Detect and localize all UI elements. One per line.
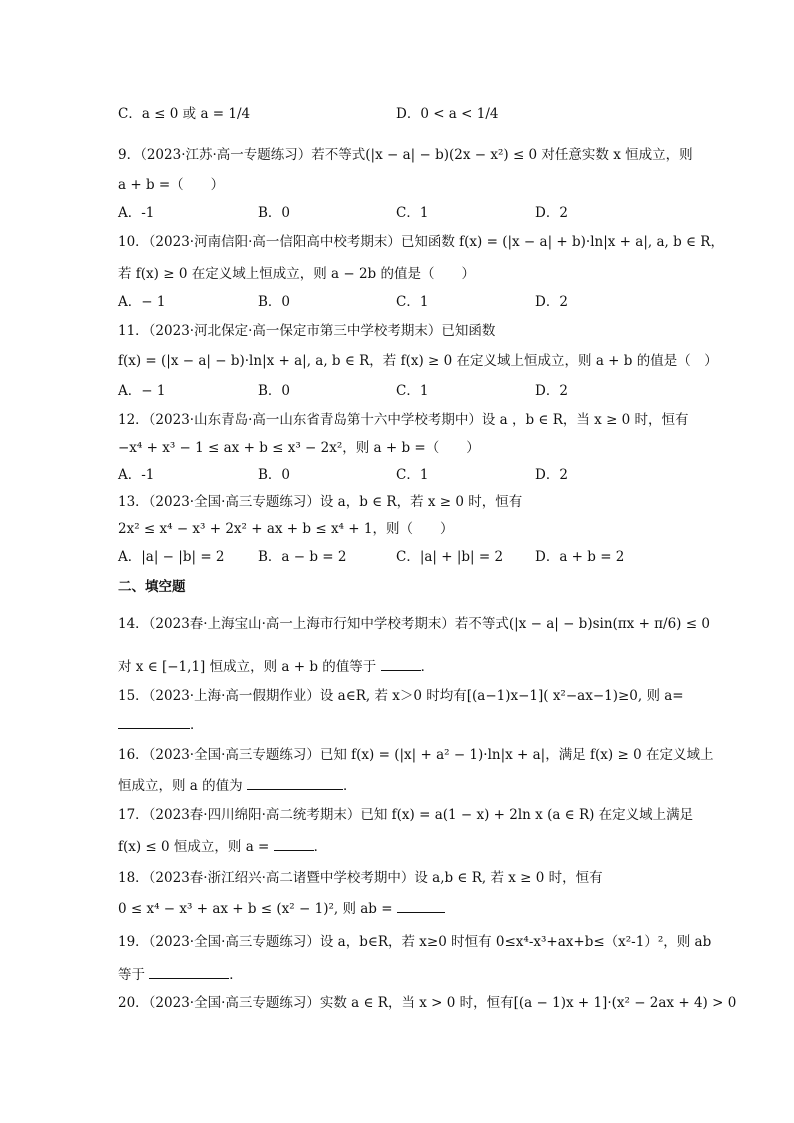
q11-option-a: A．− 1 (118, 383, 166, 399)
q11-option-b: B．0 (258, 383, 291, 399)
q8-option-d: D．0 < a < 1/4 (396, 106, 499, 122)
q13-stem-line1: 13．（2023·全国·高三专题练习）设 a，b ∈ R，若 x ≥ 0 时，恒有 (118, 494, 523, 510)
q17-text: f(x) ≤ 0 恒成立，则 a = (118, 839, 270, 855)
q11-stem-line2: f(x) = (|x − a| − b)·ln|x + a|, a, b ∈ R，若 f(x) ≥ 0 在定义域上恒成立，则 a + b 的值是（ ） (118, 353, 718, 369)
q17-answer-blank[interactable] (274, 836, 314, 851)
q20-stem-line1: 20．（2023·全国·高三专题练习）实数 a ∈ R，当 x > 0 时，恒有[(a − 1)x + 1]·(x² − 2ax + 4) > 0 (118, 995, 737, 1011)
q14-text: 对 x ∈ [−1,1] 恒成立，则 a + b 的值等于 (118, 659, 377, 675)
q15-period: ． (190, 717, 204, 733)
q11-option-c: C．1 (396, 383, 429, 399)
q12-option-a: A．-1 (118, 467, 155, 483)
q12-option-d: D．2 (535, 467, 568, 483)
q16-text: 恒成立，则 a 的值为 (118, 778, 243, 794)
q13-stem-line2: 2x² ≤ x⁴ − x³ + 2x² + ax + b ≤ x⁴ + 1，则（ ） (118, 521, 454, 537)
q12-stem-line1: 12．（2023·山东青岛·高一山东省青岛第十六中学校考期中）设 a ，b ∈ R，当 x ≥ 0 时，恒有 (118, 412, 689, 428)
q14-answer-blank[interactable] (381, 656, 421, 671)
q10-option-b: B．0 (258, 294, 291, 310)
q9-stem-line2: a + b =（ ） (118, 177, 225, 193)
section-title-fill-in: 二、填空题 (118, 579, 186, 595)
q19-stem-line1: 19．（2023·全国·高三专题练习）设 a，b∈R，若 x≥0 时恒有 0≤x⁴-x³+ax+b≤（x²-1）²，则 ab (118, 934, 712, 950)
q17-stem-line2 (118, 836, 327, 857)
q10-stem-line1: 10．（2023·河南信阳·高一信阳高中校考期末）已知函数 f(x) = (|x − a| + b)·ln|x + a|, a, b ∈ R， (118, 234, 724, 250)
q17-period: ． (313, 839, 328, 855)
q16-period: ． (342, 778, 357, 794)
q16-stem-line1: 16．（2023·全国·高三专题练习）已知 f(x) = (|x| + a² − 1)·ln|x + a|，满足 f(x) ≥ 0 在定义域上 (118, 747, 714, 763)
q19-stem-line2 (118, 964, 243, 985)
q14-stem-line2 (118, 656, 434, 677)
q18-text: 0 ≤ x⁴ − x³ + ax + b ≤ (x² − 1)², 则 ab = (118, 901, 393, 917)
q13-option-b: B．a − b = 2 (258, 549, 347, 565)
q18-stem-line2 (118, 898, 445, 919)
q13-option-a: A．|a| − |b| = 2 (118, 549, 225, 565)
q9-option-d: D．2 (535, 205, 568, 221)
q12-stem-line2: −x⁴ + x³ − 1 ≤ ax + b ≤ x³ − 2x²，则 a + b =（ ） (118, 440, 480, 456)
q18-answer-blank[interactable] (397, 898, 445, 913)
q9-stem-line1: 9．（2023·江苏·高一专题练习）若不等式(|x − a| − b)(2x − x²) ≤ 0 对任意实数 x 恒成立，则 (118, 147, 693, 163)
q8-option-c: C．a ≤ 0 或 a = 1/4 (118, 106, 251, 122)
q12-option-b: B．0 (258, 467, 291, 483)
q16-stem-line2 (118, 775, 356, 796)
q16-answer-blank[interactable] (247, 775, 343, 790)
q10-option-a: A．− 1 (118, 294, 166, 310)
q12-option-c: C．1 (396, 467, 429, 483)
q18-stem-line1: 18．（2023春·浙江绍兴·高二诸暨中学校考期中）设 a,b ∈ R, 若 x ≥ 0 时，恒有 (118, 870, 603, 886)
q13-option-d: D．a + b = 2 (535, 549, 625, 565)
q19-text: 等于 (118, 967, 145, 983)
q10-option-d: D．2 (535, 294, 568, 310)
q15-stem-line1: 15．（2023·上海·高一假期作业）设 a∈R, 若 x＞0 时均有[(a−1)x−1]( x²−ax−1)≥0, 则 a= (118, 688, 684, 704)
q9-option-a: A．-1 (118, 205, 155, 221)
q13-option-c: C．|a| + |b| = 2 (396, 549, 504, 565)
q11-stem-line1: 11．（2023·河北保定·高一保定市第三中学校考期末）已知函数 (118, 323, 496, 339)
q19-period: ． (229, 967, 243, 983)
q14-period: ． (420, 659, 435, 675)
q10-stem-line2: 若 f(x) ≥ 0 在定义域上恒成立，则 a − 2b 的值是（ ） (118, 266, 475, 282)
q11-option-d: D．2 (535, 383, 568, 399)
q15-answer-blank[interactable] (118, 714, 190, 729)
q10-option-c: C．1 (396, 294, 429, 310)
q9-option-c: C．1 (396, 205, 429, 221)
q9-option-b: B．0 (258, 205, 291, 221)
q14-stem-line1: 14．（2023春·上海宝山·高一上海市行知中学校考期末）若不等式(|x − a| − b)sin(πx + π/6) ≤ 0 (118, 616, 710, 632)
q19-answer-blank[interactable] (149, 964, 229, 979)
q15-stem-line2 (118, 714, 204, 735)
q17-stem-line1: 17．（2023春·四川绵阳·高二统考期末）已知 f(x) = a(1 − x) + 2ln x (a ∈ R) 在定义域上满足 (118, 807, 694, 823)
